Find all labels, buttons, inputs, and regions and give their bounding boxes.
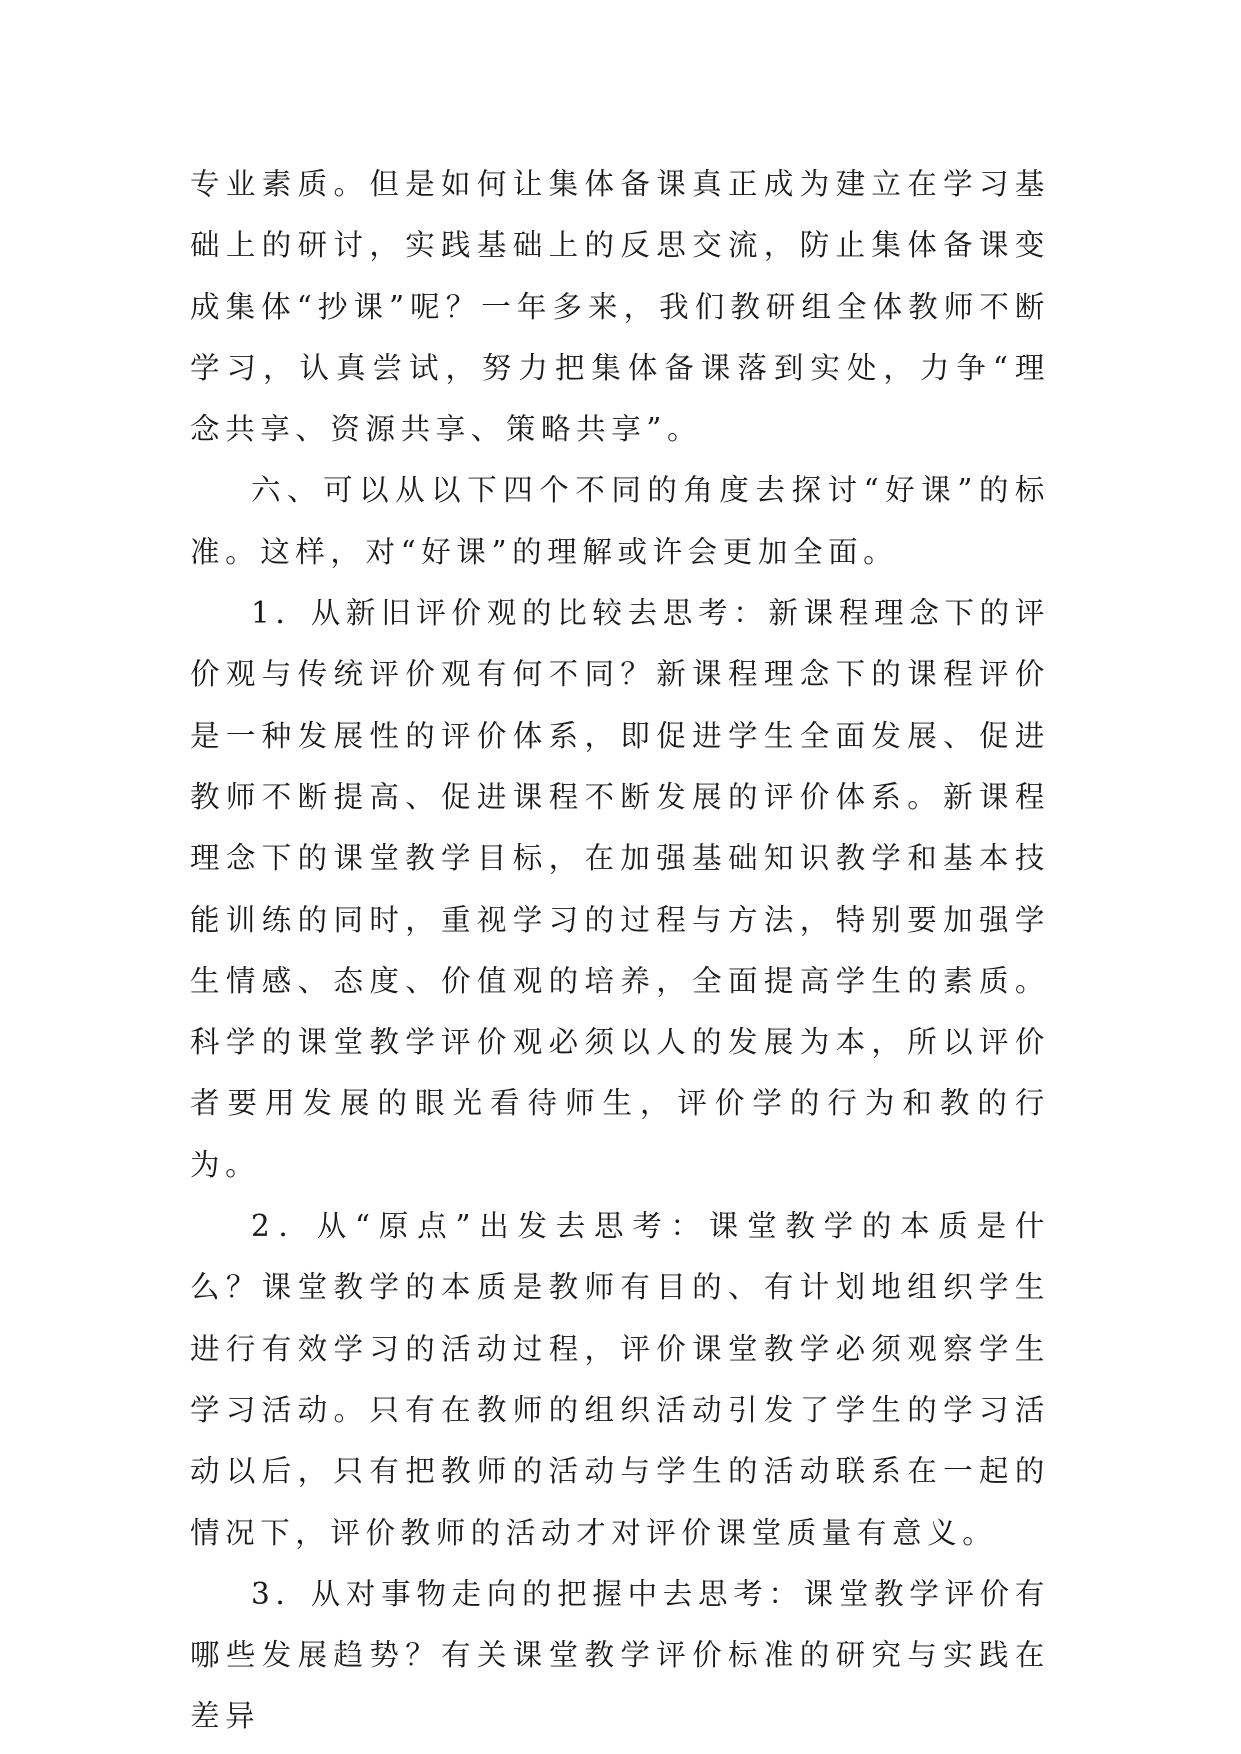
paragraph-section-six: 六、可以从以下四个不同的角度去探讨“好课”的标准。这样，对“好课”的理解或许会更加全面。 [190,473,1050,569]
document-body [190,154,1050,1748]
paragraph-item-1: 1．从新旧评价观的比较去思考：新课程理念下的评价观与传统评价观有何不同？新课程理念下的课程评价是一种发展性的评价体系，即促进学生全面发展、促进教师不断提高、促进课程不断发展的评价体系。新课程理念下的课堂教学目标，在加强基础知识教学和基本技能训练的同时，重视学习的过程与方法，特别要加强学生情感、态度、价值观的培养，全面提高学生的素质。科学的课堂教学评价观必须以人的发展为本，所以评价者要用发展的眼光看待师生，评价学的行为和教的行为。 [190,596,1050,1182]
paragraph-item-2: 2．从“原点”出发去思考：课堂教学的本质是什么？课堂教学的本质是教师有目的、有计划地组织学生进行有效学习的活动过程，评价课堂教学必须观察学生学习活动。只有在教师的组织活动引发了学生的学习活动以后，只有把教师的活动与学生的活动联系在一起的情况下，评价教师的活动才对评价课堂质量有意义。 [190,1209,1050,1550]
paragraph-item-3: 3．从对事物走向的把握中去思考：课堂教学评价有哪些发展趋势？有关课堂教学评价标准的研究与实践在差异 [190,1576,1050,1734]
paragraph-continuation: 专业素质。但是如何让集体备课真正成为建立在学习基础上的研讨，实践基础上的反思交流，防止集体备课变成集体“抄课”呢？一年多来，我们教研组全体教师不断学习，认真尝试，努力把集体备课落到实处，力争“理念共享、资源共享、策略共享”。 [190,167,1050,447]
